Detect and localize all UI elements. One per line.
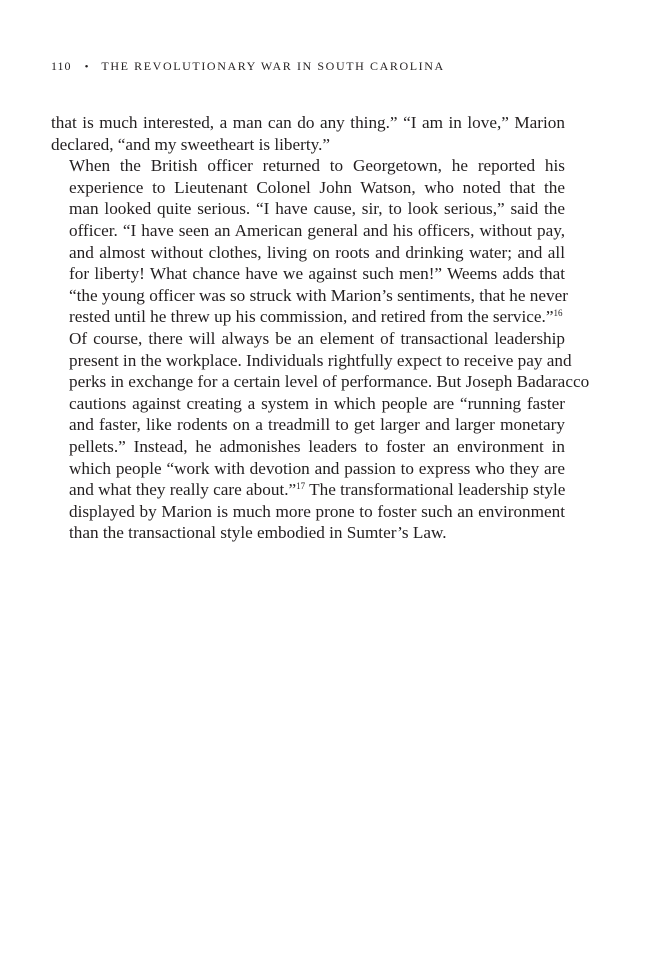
running-head-bullet: •: [84, 61, 89, 73]
text-line-content: rested until he threw up his commission, and retired from the service.”: [69, 307, 554, 327]
text-line: [51, 479, 565, 501]
text-line-content: The transformational leadership style: [305, 480, 566, 500]
text-line: and faster, like rodents on a treadmill to get larger and larger monetary: [69, 415, 565, 435]
running-head: [51, 58, 571, 75]
text-line: [51, 306, 565, 328]
text-line: that is much interested, a man can do any thing.” “I am in love,” Marion: [51, 113, 565, 132]
body-text: [51, 112, 590, 544]
text-line: for liberty! What chance have we against such men!” Weems adds that: [69, 264, 565, 284]
text-line: experience to Lieutenant Colonel John Watson, who noted that the: [69, 177, 565, 197]
text-line: and almost without clothes, living on roots and drinking water; and all: [69, 242, 565, 262]
text-line: cautions against creating a system in which people are “running faster: [69, 393, 565, 413]
text-line: displayed by Marion is much more prone to foster such an environment: [69, 501, 565, 521]
text-line: officer. “I have seen an American general and his officers, without pay,: [69, 220, 565, 240]
paragraph: [51, 112, 565, 155]
text-line: pellets.” Instead, he admonishes leaders to foster an environment in: [69, 436, 565, 456]
text-line: perks in exchange for a certain level of performance. But Joseph Badaracco: [69, 372, 590, 392]
text-line: than the transactional style embodied in Sumter’s Law.: [69, 523, 447, 543]
page-number: 110: [51, 59, 72, 73]
text-line: “the young officer was so struck with Marion’s sentiments, that he never: [69, 285, 568, 305]
running-head-title: THE REVOLUTIONARY WAR IN SOUTH CAROLINA: [101, 59, 445, 73]
paragraph: [51, 328, 590, 544]
text-line: present in the workplace. Individuals rightfully expect to receive pay and: [69, 350, 572, 370]
text-line: Of course, there will always be an element of transactional leadership: [69, 328, 565, 348]
text-line: declared, “and my sweetheart is liberty.”: [51, 134, 331, 154]
footnote-marker: 17: [296, 481, 306, 492]
footnote-marker: 16: [553, 308, 563, 319]
text-line: When the British officer returned to Georgetown, he reported his: [69, 156, 565, 176]
paragraph: [51, 155, 568, 328]
text-line: which people “work with devotion and passion to express who they are: [69, 458, 565, 478]
text-line: man looked quite serious. “I have cause, sir, to look serious,” said the: [69, 199, 565, 219]
text-line-content: and what they really care about.”: [69, 480, 297, 500]
